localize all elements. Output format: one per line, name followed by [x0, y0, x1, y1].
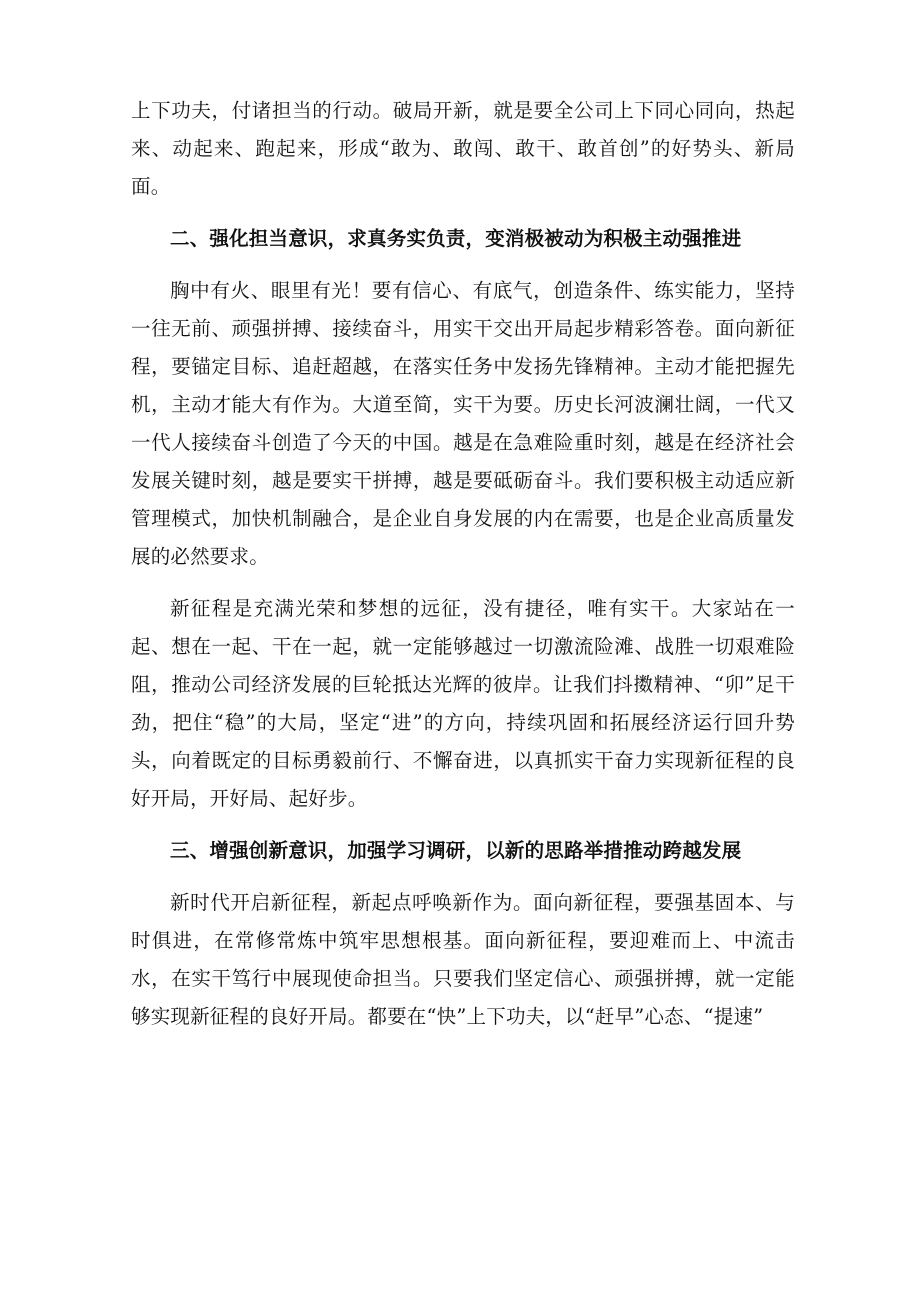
document-body [131, 92, 795, 1036]
section-heading-2: 二、强化担当意识，求真务实负责，变消极被动为积极主动强推进 [170, 227, 742, 250]
paragraph-2b: 新征程是充满光荣和梦想的远征，没有捷径，唯有实干。大家站在一起、想在一起、干在一起，就一定能够越过一切激流险滩、战胜一切艰难险阻，推动公司经济发展的巨轮抵达光辉的彼岸。让我们抖擞精神、“卯”足干劲，把住“稳”的大局，坚定“进”的方向，持续巩固和拓展经济运行回升势头，向着既定的目标勇毅前行、不懈奋进，以真抓实干奋力实现新征程的良好开局，开好局、起好步。 [131, 597, 795, 810]
paragraph-2a: 胸中有火、眼里有光！要有信心、有底气，创造条件、练实能力，坚持一往无前、顽强拼搏、接续奋斗，用实干交出开局起步精彩答卷。面向新征程，要锚定目标、追赶超越，在落实任务中发扬先锋精神。主动才能把握先机，主动才能大有作为。大道至简，实干为要。历史长河波澜壮阔，一代又一代人接续奋斗创造了今天的中国。越是在急难险重时刻，越是在经济社会发展关键时刻，越是要实干拼搏，越是要砥砺奋斗。我们要积极主动适应新管理模式，加快机制融合，是企业自身发展的内在需要，也是企业高质量发展的必然要求。 [131, 279, 795, 568]
paragraph-intro: 上下功夫，付诸担当的行动。破局开新，就是要全公司上下同心同向，热起来、动起来、跑起来，形成“敢为、敢闯、敢干、敢首创”的好势头、新局面。 [131, 99, 795, 198]
paragraph-3a: 新时代开启新征程，新起点呼唤新作为。面向新征程，要强基固本、与时俱进，在常修常炼中筑牢思想根基。面向新征程，要迎难而上、中流击水，在实干笃行中展现使命担当。只要我们坚定信心、顽强拼搏，就一定能够实现新征程的良好开局。都要在“快”上下功夫，以“赶早”心态、“提速” [131, 891, 795, 1028]
section-heading-3: 三、增强创新意识，加强学习调研，以新的思路举措推动跨越发展 [170, 839, 742, 862]
